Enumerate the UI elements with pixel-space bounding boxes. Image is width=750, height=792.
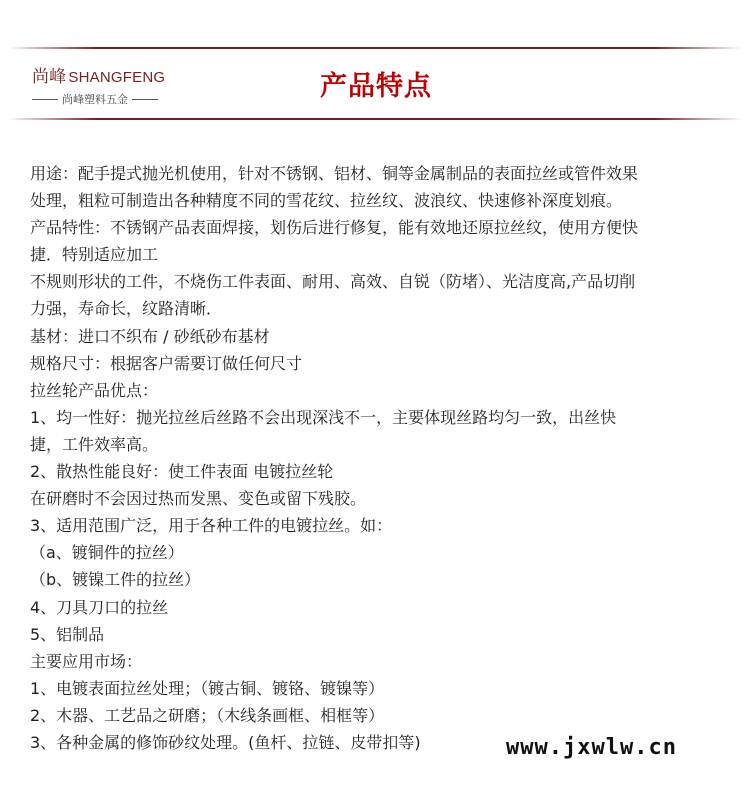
text-line: 处理，粗粒可制造出各种精度不同的雪花纹、拉丝纹、波浪纹、快速修补深度划痕。 [30,191,623,211]
text-line: 5、铝制品 [30,624,105,644]
page-title: 产品特点 [320,71,432,102]
product-description [30,160,730,756]
text-line: 2、木器、工艺品之研磨；（木线条画框、相框等） [30,705,385,725]
logo-wordmark [32,62,172,87]
logo-dash-right [132,99,158,100]
text-line: 力强，寿命长，纹路清晰． [30,299,223,319]
header-bottom-rule [8,118,742,120]
text-line: 主要应用市场： [30,651,143,671]
text-line: 拉丝轮产品优点： [30,380,159,400]
text-line: 4、刀具刀口的拉丝 [30,597,169,617]
text-line: 基材：进口不织布 / 砂纸砂布基材 [30,326,270,346]
text-line: （a、镀铜件的拉丝） [30,543,184,563]
text-line: （b、镀镍工件的拉丝） [30,570,201,590]
brand-logo [32,62,172,107]
text-line: 3、适用范围广泛，用于各种工件的电镀拉丝。如： [30,516,393,536]
logo-dash-left [32,99,58,100]
site-watermark: www.jxwlw.cn [506,735,677,760]
logo-en-text: SHANGFENG [68,69,166,86]
text-line: 不规则形状的工件，不烧伤工件表面、耐用、高效、自锐（防堵）、光洁度高,产品切削 [30,272,636,292]
logo-subtitle [32,91,172,107]
logo-subtitle-text: 尚峰塑料五金 [62,93,128,106]
text-line: 3、各种金属的修饰砂纹处理。(鱼杆、拉链、皮带扣等) [30,732,421,752]
header-top-rule [8,47,742,49]
text-line: 1、均一性好：抛光拉丝后丝路不会出现深浅不一，主要体现丝路均匀一致，出丝快 [30,407,617,427]
text-line: 2、散热性能良好：使工件表面 电镀拉丝轮 [30,462,334,482]
text-line: 在研磨时不会因过热而发黑、变色或留下残胶。 [30,489,367,509]
text-line: 用途：配手提式抛光机使用，针对不锈钢、铝材、铜等金属制品的表面拉丝或管件效果 [30,164,639,183]
text-line: 捷，工件效率高。 [30,434,159,454]
text-line: 1、电镀表面拉丝处理；（镀古铜、镀铬、镀镍等） [30,678,385,698]
text-line: 捷．特别适应加工 [30,245,159,265]
logo-cn-text: 尚峰 [32,67,67,86]
text-line: 产品特性：不锈钢产品表面焊接，划伤后进行修复，能有效地还原拉丝纹，使用方便快 [30,218,639,238]
text-line: 规格尺寸：根据客户需要订做任何尺寸 [30,353,303,373]
